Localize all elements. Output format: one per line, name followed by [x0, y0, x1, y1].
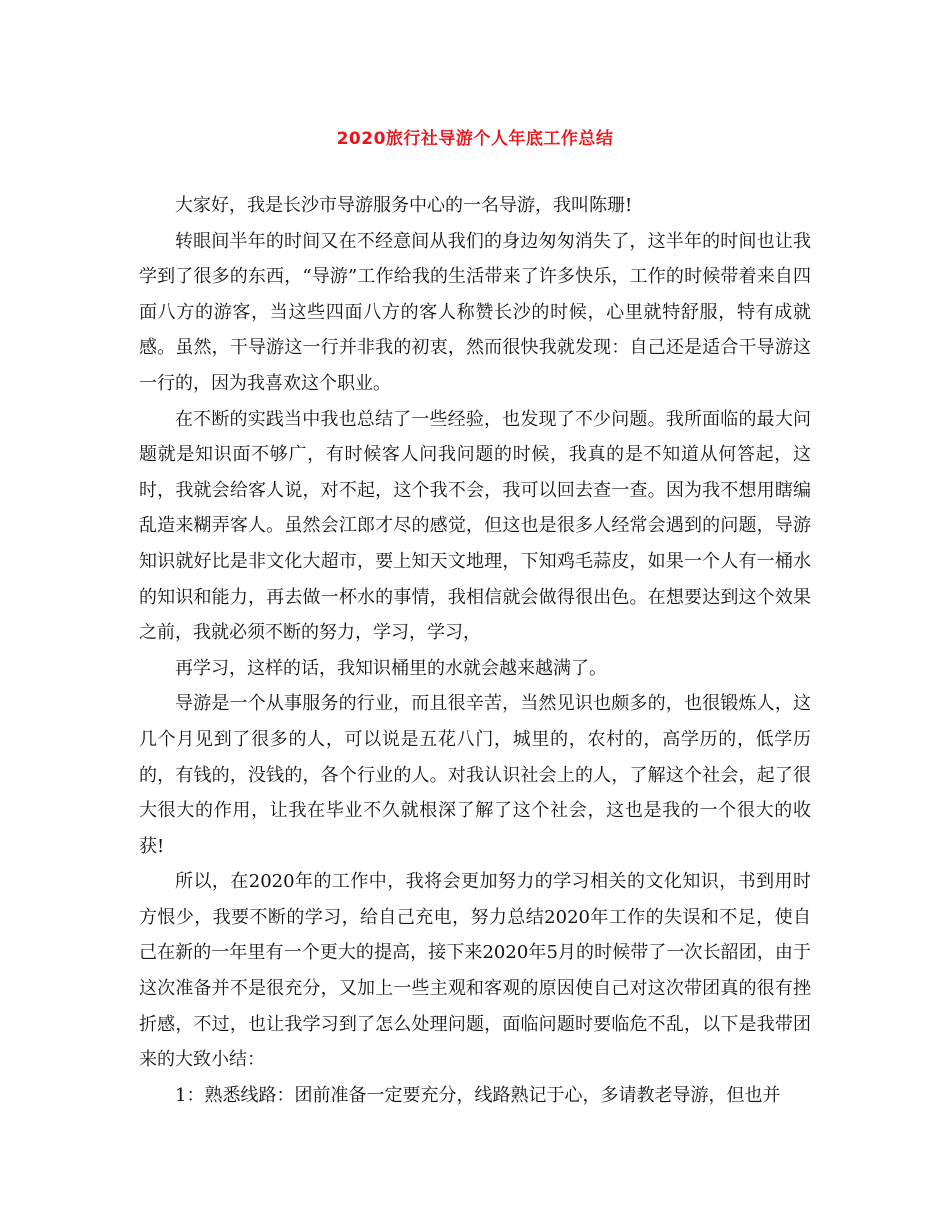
paragraph: 1：熟悉线路：团前准备一定要充分，线路熟记于心，多请教老导游，但也并: [175, 1084, 781, 1106]
paragraph: 所以，在2020年的工作中，我将会更加努力的学习相关的文化知识，书到用时方恨少，我要不断的学习，给自己充电，努力总结2020年工作的失误和不足，使自己在新的一年里有一个更大的提高，接下来2020年5月的时候带了一次长韶团，由于这次准备并不是很充分，又加上一些主观和客观的原因使自己对这次带团真的很有挫折感，不过，也让我学习到了怎么处理问题，面临问题时要临危不乱，以下是我带团来的大致小结：: [139, 871, 811, 1071]
paragraph: 转眼间半年的时间又在不经意间从我们的身边匆匆消失了，这半年的时间也让我学到了很多的东西，“导游”工作给我的生活带来了许多快乐，工作的时候带着来自四面八方的游客，当这些四面八方的客人称赞长沙的时候，心里就特舒服，特有成就感。虽然，干导游这一行并非我的初衷，然而很快我就发现：自己还是适合干导游这一行的，因为我喜欢这个职业。: [139, 230, 811, 394]
document-title: 2020旅行社导游个人年底工作总结: [336, 129, 614, 149]
paragraph: 在不断的实践当中我也总结了一些经验，也发现了不少问题。我所面临的最大问题就是知识面不够广，有时候客人问我问题的时候，我真的是不知道从何答起，这时，我就会给客人说，对不起，这个我不会，我可以回去查一查。因为我不想用瞎编乱造来糊弄客人。虽然会江郎才尽的感觉，但这也是很多人经常会遇到的问题，导游知识就好比是非文化大超市，要上知天文地理，下知鸡毛蒜皮，如果一个人有一桶水的知识和能力，再去做一杯水的事情，我相信就会做得很出色。在想要达到这个效果之前，我就必须不断的努力，学习，学习，: [139, 408, 811, 644]
paragraph: 导游是一个从事服务的行业，而且很辛苦，当然见识也颇多的，也很锻炼人，这几个月见到了很多的人，可以说是五花八门，城里的，农村的，高学历的，低学历的，有钱的，没钱的，各个行业的人。对我认识社会上的人，了解这个社会，起了很大很大的作用，让我在毕业不久就根深了解了这个社会，这也是我的一个很大的收获!: [139, 693, 811, 857]
paragraph: 再学习，这样的话，我知识桶里的水就会越来越满了。: [175, 657, 607, 679]
paragraph: 大家好，我是长沙市导游服务中心的一名导游，我叫陈珊!: [175, 195, 633, 216]
document-body: [139, 188, 811, 1113]
